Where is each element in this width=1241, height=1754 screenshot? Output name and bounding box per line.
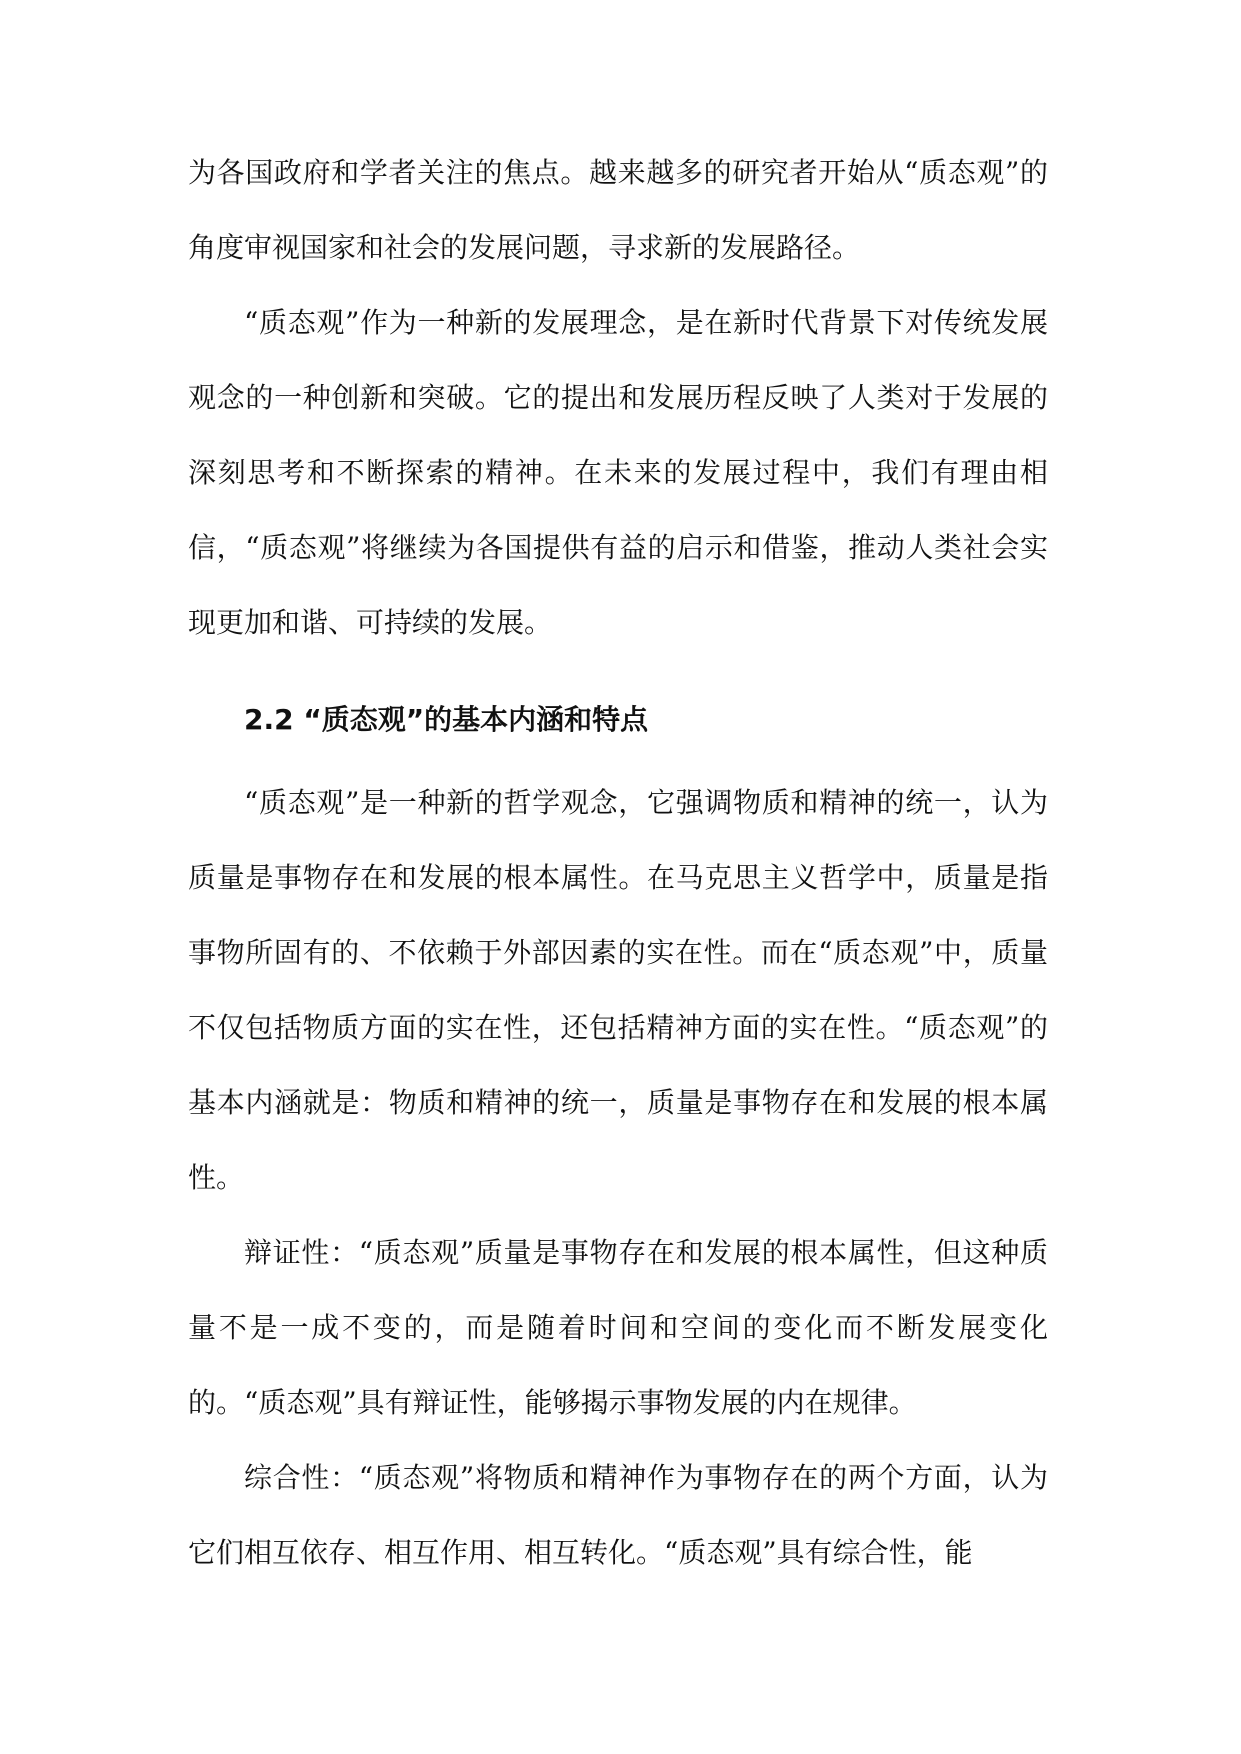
document-body: [188, 135, 1048, 1590]
paragraph-basic-connotation: “质态观”是一种新的哲学观念，它强调物质和精神的统一，认为质量是事物存在和发展的根本属性。在马克思主义哲学中，质量是指事物所固有的、不依赖于外部因素的实在性。而在“质态观”中，质量不仅包括物质方面的实在性，还包括精神方面的实在性。“质态观”的基本内涵就是：物质和精神的统一，质量是事物存在和发展的根本属性。: [188, 786, 1048, 1194]
paragraph-dialectical: 辩证性：“质态观”质量是事物存在和发展的根本属性，但这种质量不是一成不变的，而是随着时间和空间的变化而不断发展变化的。“质态观”具有辩证性，能够揭示事物发展的内在规律。: [188, 1236, 1048, 1419]
paragraph-continuation: 为各国政府和学者关注的焦点。越来越多的研究者开始从“质态观”的角度审视国家和社会的发展问题，寻求新的发展路径。: [188, 156, 1048, 264]
paragraph-comprehensive: 综合性：“质态观”将物质和精神作为事物存在的两个方面，认为它们相互依存、相互作用、相互转化。“质态观”具有综合性，能: [188, 1461, 1048, 1569]
paragraph-quality-concept-development: “质态观”作为一种新的发展理念，是在新时代背景下对传统发展观念的一种创新和突破。它的提出和发展历程反映了人类对于发展的深刻思考和不断探索的精神。在未来的发展过程中，我们有理由相信，“质态观”将继续为各国提供有益的启示和借鉴，推动人类社会实现更加和谐、可持续的发展。: [188, 306, 1048, 639]
section-heading: 2.2 “质态观”的基本内涵和特点: [244, 703, 649, 736]
